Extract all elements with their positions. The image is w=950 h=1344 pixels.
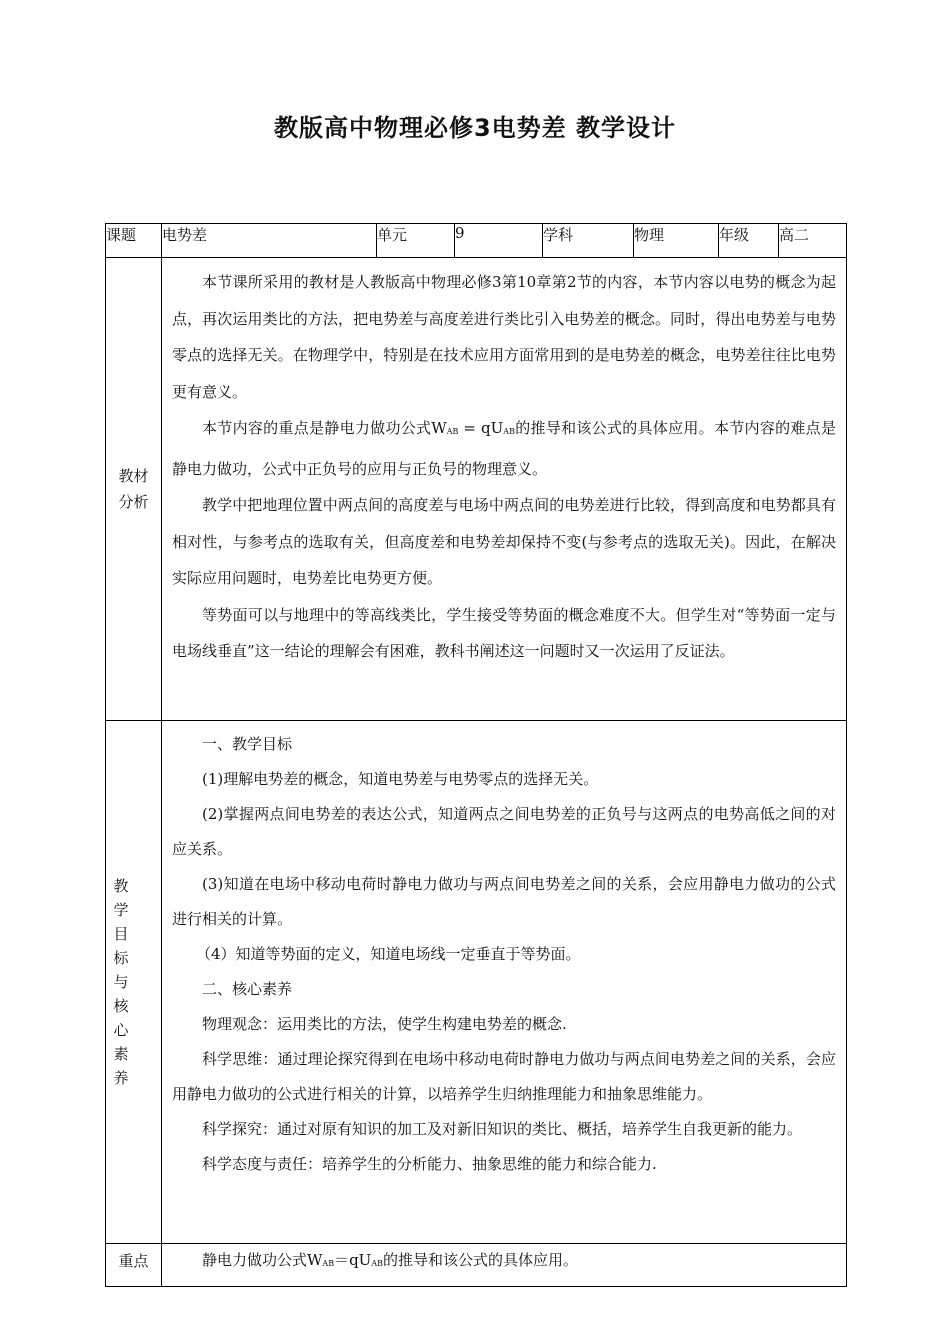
material-content — [162, 258, 847, 721]
goals-row — [106, 721, 847, 1244]
grade-label: 年级 — [719, 224, 779, 258]
goal-item-2: (2)掌握两点间电势差的表达公式，知道两点之间电势差的正负号与这两点的电势高低之间的对应关系。 — [172, 805, 836, 858]
goals-label: 教学目标与核心素养 — [113, 877, 141, 1087]
material-paragraph-2: 本节内容的重点是静电力做功公式$W_{AB} = qU_{AB}$的推导和该公式的具体应用。本节内容的难点是静电力做功，公式中正负号的应用与正负号的物理意义。 — [172, 419, 836, 478]
goals-heading-2: 二、核心素养 — [202, 980, 293, 998]
unit-value: 9 — [455, 224, 543, 258]
literacy-item-1: 物理观念：运用类比的方法，使学生构建电势差的概念. — [202, 1015, 567, 1033]
material-label: 教材分析 — [118, 467, 149, 511]
key-point-text: 静电力做功公式$W_{AB}=qU_{AB}$的推导和该公式的具体应用。 — [202, 1251, 578, 1269]
page-title: 教版高中物理必修3电势差 教学设计 — [273, 114, 677, 142]
subject-value: 物理 — [634, 224, 719, 258]
header-row — [106, 224, 847, 258]
material-paragraph-1: 本节课所采用的教材是人教版高中物理必修3第10章第2节的内容，本节内容以电势的概念为起点，再次运用类比的方法，把电势差与高度差进行类比引入电势差的概念。同时，得出电势差与电势零点的选择无关。在物理学中，特别是在技术应用方面常用到的是电势差的概念，电势差往往比电势更有意义。 — [172, 273, 836, 401]
literacy-item-2: 科学思维：通过理论探究得到在电场中移动电荷时静电力做功与两点间电势差之间的关系，会应用静电力做功的公式进行相关的计算，以培养学生归纳推理能力和抽象思维能力。 — [172, 1050, 836, 1103]
goals-heading-1: 一、教学目标 — [202, 735, 293, 753]
material-label-cell — [106, 258, 162, 721]
literacy-item-4: 科学态度与责任：培养学生的分析能力、抽象思维的能力和综合能力. — [202, 1155, 657, 1173]
unit-label: 单元 — [377, 224, 455, 258]
goal-item-4: （4）知道等势面的定义，知道电场线一定垂直于等势面。 — [196, 945, 581, 963]
material-paragraph-4: 等势面可以与地理中的等高线类比，学生接受等势面的概念难度不大。但学生对“等势面一定与电场线垂直”这一结论的理解会有困难，教科书阐述这一问题时又一次运用了反证法。 — [172, 605, 836, 660]
key-point-label: 重点 — [106, 1244, 162, 1287]
grade-value: 高二 — [779, 224, 847, 258]
goal-item-3: (3)知道在电场中移动电荷时静电力做功与两点间电势差之间的关系，会应用静电力做功的公式进行相关的计算。 — [172, 875, 836, 928]
subject-label: 学科 — [543, 224, 634, 258]
material-row — [106, 258, 847, 721]
topic-label: 课题 — [106, 224, 162, 258]
key-point-row — [106, 1244, 847, 1287]
literacy-item-3: 科学探究：通过对原有知识的加工及对新旧知识的类比、概括，培养学生自我更新的能力。 — [202, 1120, 803, 1138]
key-point-content — [162, 1244, 847, 1287]
goals-content — [162, 721, 847, 1244]
lesson-plan-table — [105, 223, 847, 1287]
goals-label-cell — [106, 721, 162, 1244]
material-paragraph-3: 教学中把地理位置中两点间的高度差与电场中两点间的电势差进行比较，得到高度和电势都具有相对性，与参考点的选取有关，但高度差和电势差却保持不变(与参考点的选取无关)。因此，在解决实际应用问题时，电势差比电势更方便。 — [172, 496, 836, 587]
goal-item-1: (1)理解电势差的概念，知道电势差与电势零点的选择无关。 — [202, 770, 599, 788]
topic-value: 电势差 — [162, 224, 377, 258]
